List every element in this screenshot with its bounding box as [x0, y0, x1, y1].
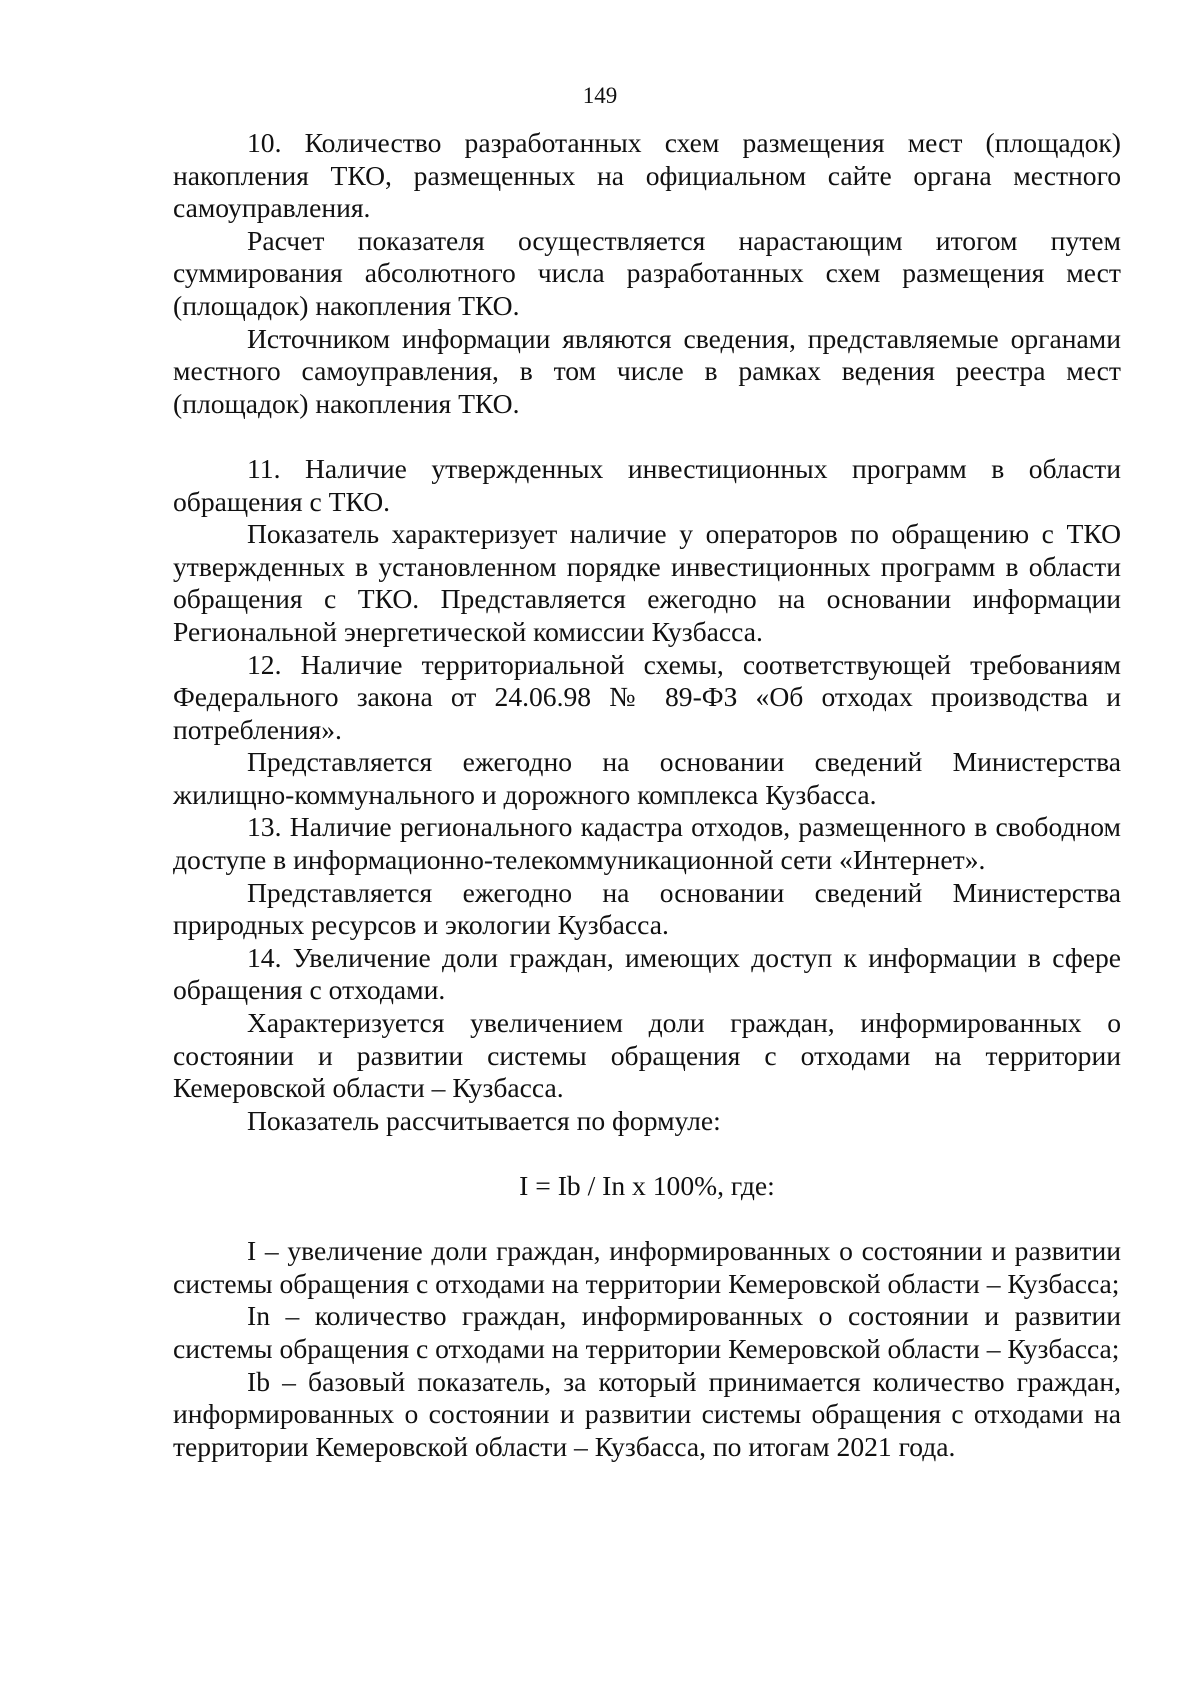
document-body [173, 127, 1121, 1463]
definition-ib: Ib – базовый показатель, за который принимается количество граждан, информированных о состоянии и развитии системы обращения с отходами на территории Кемеровской области – Кузбасса, по итогам 2021 года. [173, 1365, 1121, 1462]
paragraph-item-11-description: Показатель характеризует наличие у операторов по обращению с ТКО утвержденных в установленном порядке инвестиционных программ в области обращения с ТКО. Представляется ежегодно на основании информации Региональной энергетической комиссии Кузбасса. [173, 518, 1121, 647]
paragraph-item-10-title: 10. Количество разработанных схем размещения мест (площадок) накопления ТКО, размещенных на официальном сайте органа местного самоуправления. [173, 127, 1121, 224]
paragraph-item-14-description: Характеризуется увеличением доли граждан, информированных о состоянии и развитии системы обращения с отходами на территории Кемеровской области – Кузбасса. [173, 1007, 1121, 1104]
formula: I = Ib / In х 100%, где: [519, 1170, 775, 1201]
paragraph-item-12-title: 12. Наличие территориальной схемы, соответствующей требованиям Федерального закона от 24.06.98 № 89-ФЗ «Об отходах производства и потребления». [173, 648, 1121, 745]
paragraph-item-11-title: 11. Наличие утвержденных инвестиционных программ в области обращения с ТКО. [173, 452, 1121, 517]
definition-in: In – количество граждан, информированных о состоянии и развитии системы обращения с отходами на территории Кемеровской области – Кузбасса; [173, 1300, 1121, 1364]
paragraph-item-12-description: Представляется ежегодно на основании сведений Министерства жилищно-коммунального и дорожного комплекса Кузбасса. [173, 746, 1121, 810]
paragraph-item-13-title: 13. Наличие регионального кадастра отходов, размещенного в свободном доступе в информационно-телекоммуникационной сети «Интернет». [173, 811, 1121, 876]
paragraph-formula-intro: Показатель рассчитывается по формуле: [247, 1104, 721, 1136]
definition-i: I – увеличение доли граждан, информированных о состоянии и развитии системы обращения с отходами на территории Кемеровской области – Кузбасса; [173, 1235, 1121, 1299]
page-number: 149 [582, 83, 618, 108]
paragraph-item-14-title: 14. Увеличение доли граждан, имеющих доступ к информации в сфере обращения с отходами. [173, 941, 1121, 1006]
paragraph-item-10-calculation: Расчет показателя осуществляется нарастающим итогом путем суммирования абсолютного числа разработанных схем размещения мест (площадок) накопления ТКО. [173, 224, 1121, 321]
paragraph-item-10-source: Источником информации являются сведения, представляемые органами местного самоуправления, в том числе в рамках ведения реестра мест (площадок) накопления ТКО. [173, 322, 1121, 419]
paragraph-item-13-description: Представляется ежегодно на основании сведений Министерства природных ресурсов и экологии Кузбасса. [173, 876, 1121, 941]
